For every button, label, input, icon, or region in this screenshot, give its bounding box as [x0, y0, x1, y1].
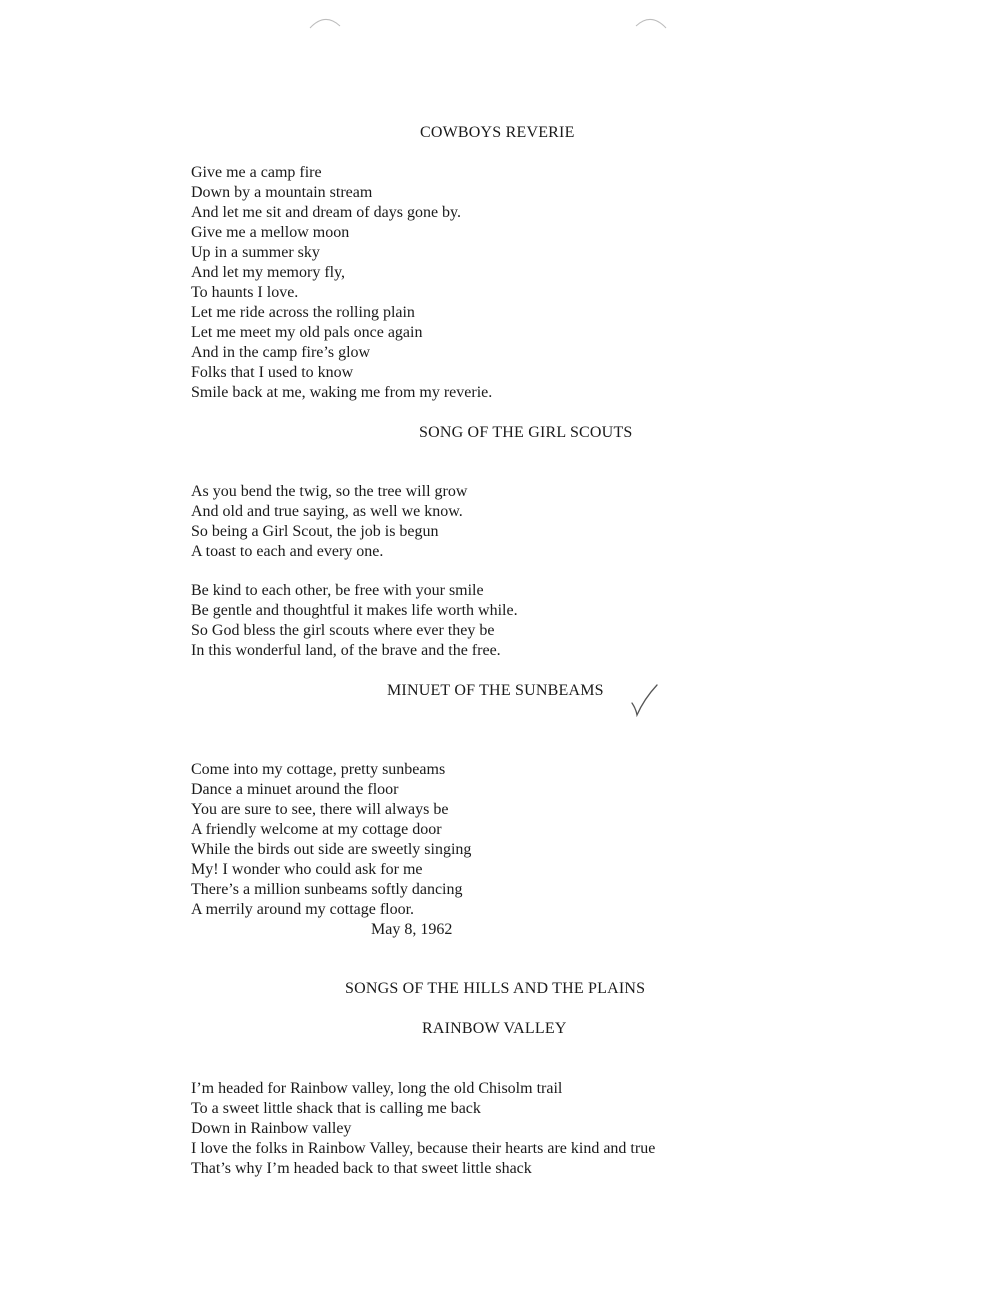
song-title: COWBOYS REVERIE — [420, 124, 575, 141]
punch-hole-icon — [634, 14, 668, 30]
verse-line: Up in a summer sky — [191, 244, 320, 261]
verse-line: To haunts I love. — [191, 284, 299, 301]
verse-line: Down by a mountain stream — [191, 184, 373, 201]
verse-line: As you bend the twig, so the tree will grow — [191, 483, 468, 500]
verse-line: Give me a camp fire — [191, 164, 322, 181]
verse-line: And in the camp fire’s glow — [191, 344, 371, 361]
verse-line: A friendly welcome at my cottage door — [191, 821, 442, 838]
verse-line: Dance a minuet around the floor — [191, 781, 399, 798]
verse-line: Down in Rainbow valley — [191, 1120, 352, 1137]
verse-line: While the birds out side are sweetly singing — [191, 841, 472, 858]
verse-line: You are sure to see, there will always be — [191, 801, 449, 818]
verse-line: And let my memory fly, — [191, 264, 346, 281]
verse-line: A merrily around my cottage floor. — [191, 901, 415, 918]
stanza — [191, 1079, 655, 1179]
verse-line: And old and true saying, as well we know. — [191, 503, 463, 520]
verse-line: Let me meet my old pals once again — [191, 324, 423, 341]
section-title: SONGS OF THE HILLS AND THE PLAINS — [345, 980, 646, 997]
verse-line: Folks that I used to know — [191, 364, 354, 381]
verse-line: My! I wonder who could ask for me — [191, 861, 423, 878]
verse-line: Be kind to each other, be free with your smile — [191, 582, 484, 599]
song-title: MINUET OF THE SUNBEAMS — [387, 682, 604, 699]
verse-line: So being a Girl Scout, the job is begun — [191, 523, 439, 540]
song-title: SONG OF THE GIRL SCOUTS — [419, 424, 633, 441]
verse-line: That’s why I’m headed back to that sweet little shack — [191, 1160, 532, 1177]
stanza — [191, 760, 471, 920]
verse-line: There’s a million sunbeams softly dancing — [191, 881, 463, 898]
check-mark-icon — [628, 683, 660, 717]
verse-line: I’m headed for Rainbow valley, long the old Chisolm trail — [191, 1080, 563, 1097]
verse-line: Be gentle and thoughtful it makes life worth while. — [191, 602, 518, 619]
verse-line: Smile back at me, waking me from my reverie. — [191, 384, 493, 401]
song-date: May 8, 1962 — [371, 921, 453, 938]
verse-line: Come into my cottage, pretty sunbeams — [191, 761, 446, 778]
stanza — [191, 482, 467, 562]
verse-line: And let me sit and dream of days gone by. — [191, 204, 462, 221]
verse-line: So God bless the girl scouts where ever they be — [191, 622, 495, 639]
punch-hole-icon — [308, 14, 342, 30]
verse-line: A toast to each and every one. — [191, 543, 384, 560]
verse-line: Let me ride across the rolling plain — [191, 304, 415, 321]
verse-line: To a sweet little shack that is calling me back — [191, 1100, 481, 1117]
verse-line: In this wonderful land, of the brave and the free. — [191, 642, 501, 659]
stanza — [191, 581, 518, 661]
verse-line: Give me a mellow moon — [191, 224, 350, 241]
verse-line: I love the folks in Rainbow Valley, because their hearts are kind and true — [191, 1140, 656, 1157]
song-title: RAINBOW VALLEY — [422, 1020, 567, 1037]
stanza — [191, 163, 492, 403]
